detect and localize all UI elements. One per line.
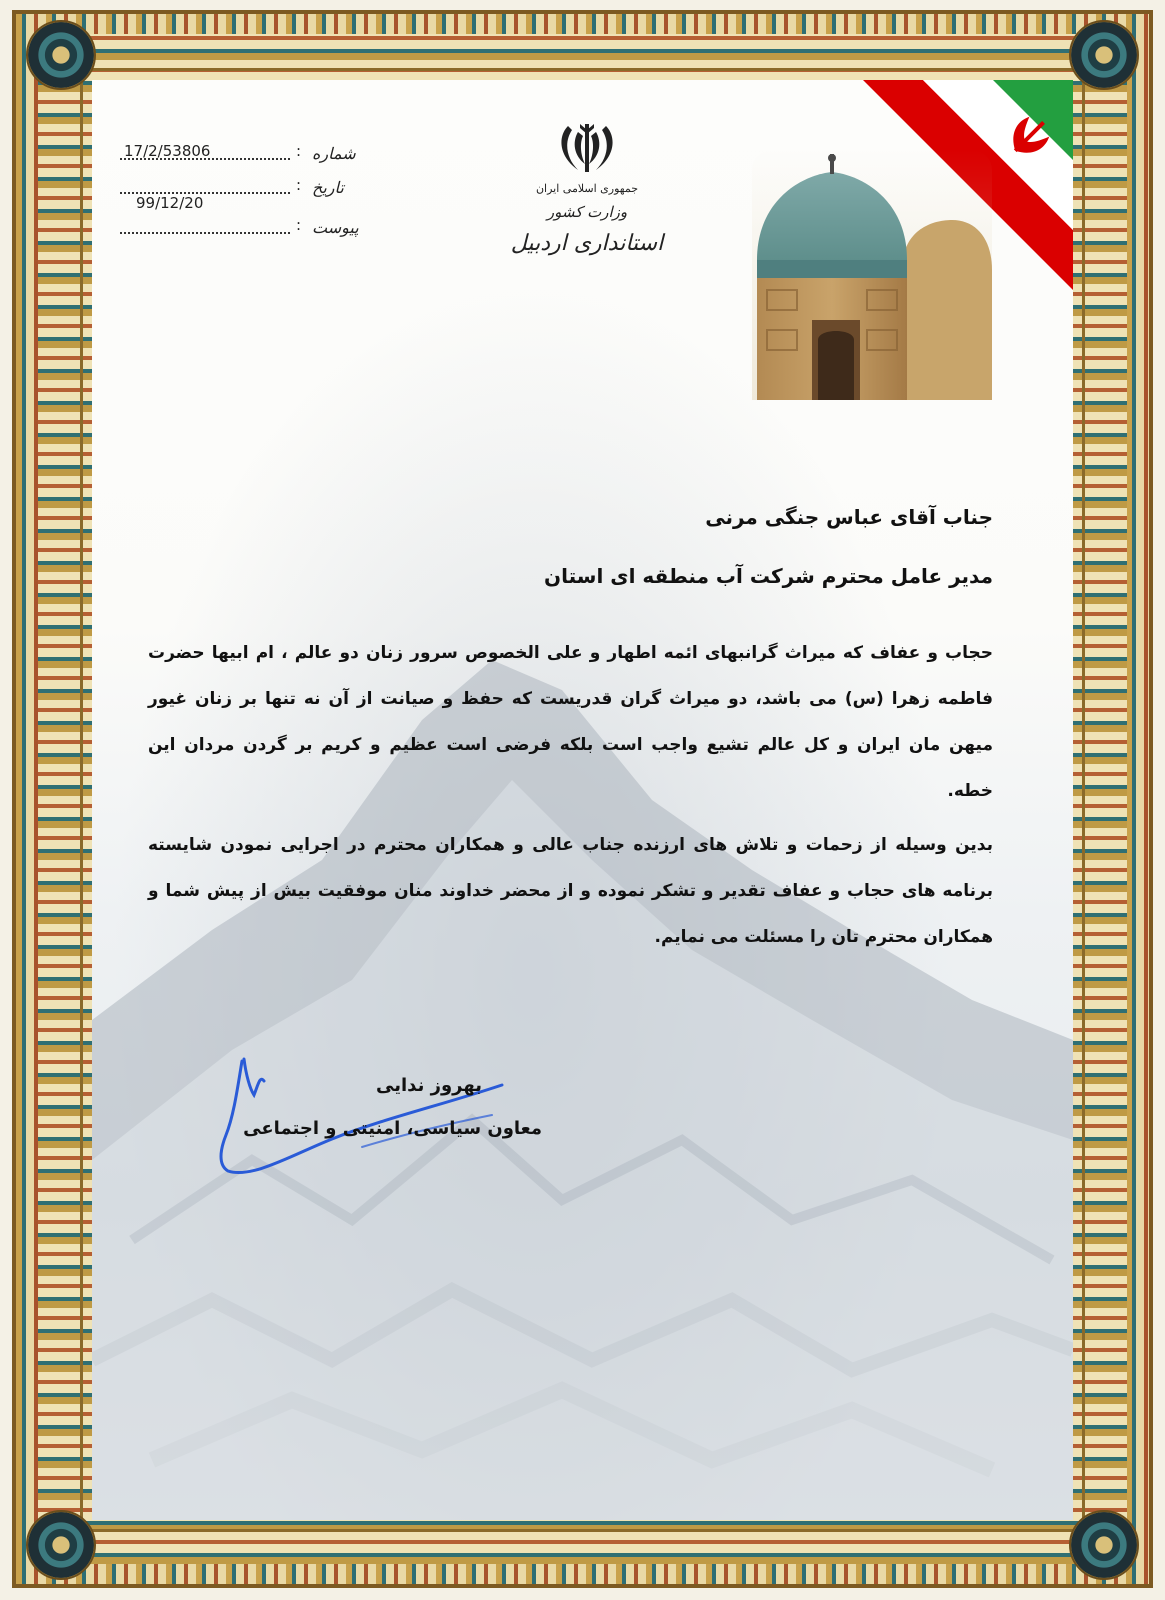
separator: : (296, 216, 302, 234)
reference-number-row (120, 142, 360, 176)
governorate-name: استانداری اردبیل (510, 231, 664, 256)
reference-attachment-row (120, 216, 360, 250)
recipient-title: مدیر عامل محترم شرکت آب منطقه ای استان (544, 564, 993, 588)
corner-medallion-icon (1069, 1510, 1139, 1580)
reference-number-value: 17/2/53806 (124, 142, 211, 160)
recipient-name: جناب آقای عباس جنگی مرنی (705, 505, 993, 529)
separator: : (296, 176, 302, 194)
reference-date-label: تاریخ (312, 178, 344, 197)
letter-paper (92, 80, 1073, 1520)
signature-block (202, 1075, 542, 1139)
corner-medallion-icon (1069, 20, 1139, 90)
dotted-line (120, 232, 290, 234)
reference-block (120, 142, 360, 250)
dotted-line (120, 192, 290, 194)
republic-name: جمهوری اسلامی ایران (535, 182, 639, 195)
reference-date-value: 99/12/20 (136, 194, 204, 212)
reference-date-row (120, 176, 360, 210)
signatory-name: بهروز ندایی (376, 1075, 482, 1096)
separator: : (296, 142, 302, 160)
corner-medallion-icon (26, 1510, 96, 1580)
iran-emblem-icon (556, 122, 618, 176)
letterhead (487, 122, 687, 256)
ministry-name: وزارت کشور (546, 203, 628, 221)
corner-medallion-icon (26, 20, 96, 90)
reference-attachment-label: پیوست (312, 218, 359, 237)
historic-dome-photo (752, 150, 992, 400)
dotted-line (120, 158, 290, 160)
reference-number-label: شماره (312, 144, 356, 163)
signatory-title: معاون سیاسی، امنیتی و اجتماعی (243, 1118, 542, 1139)
body-paragraph-2: بدین وسیله از زحمات و تلاش های ارزنده جناب عالی و همکاران محترم در اجرایی نمودن شایسته برنامه های حجاب و عفاف تقدیر و تشکر نموده و از محضر خداوند منان موفقیت بیش از پیش شما و همکاران محترم تان را مسئلت می نمایم. (148, 835, 993, 947)
body-paragraph-1: حجاب و عفاف که میراث گرانبهای ائمه اطهار و علی الخصوص سرور زنان دو عالم ، ام ابیها حضرت فاطمه زهرا (س) می باشد، دو میراث گران قدریست که حفظ و صیانت از آن نه تنها بر زنان غیور میهن مان ایران و کل عالم تشیع واجب است بلکه فرضی است عظیم و کریم بر گردن مردان این خطه. (148, 643, 993, 801)
